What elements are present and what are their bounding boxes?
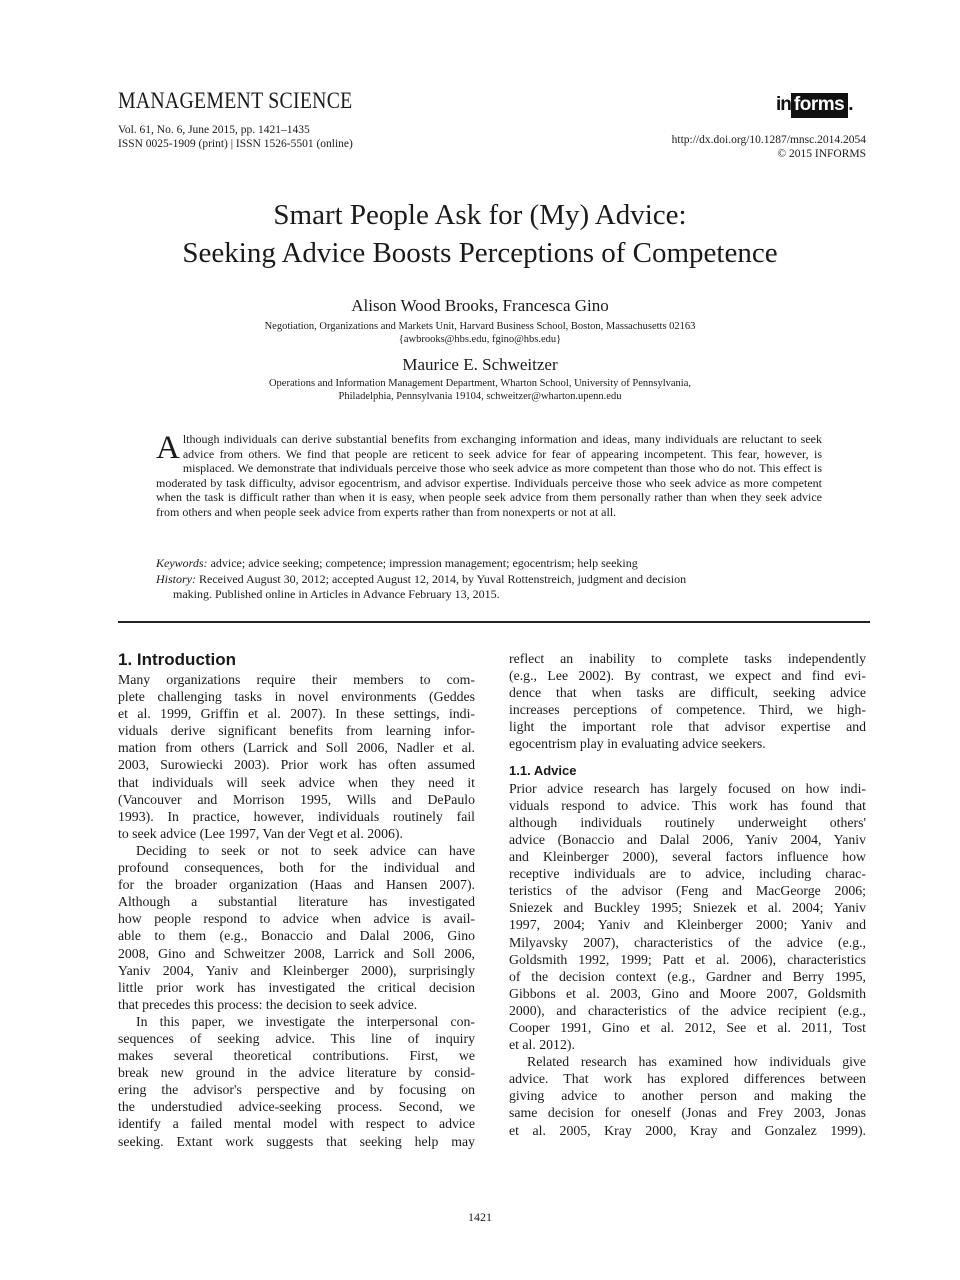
text-line: break new ground in the advice literature by consid- <box>118 1065 475 1081</box>
text-line: advice (Bonaccio and Dalal 2006, Yaniv 2004, Yaniv <box>509 831 866 847</box>
abstract <box>156 432 822 520</box>
text-line: mation from others (Larrick and Soll 2006, Nadler et al. <box>118 740 475 756</box>
text-line: although individuals routinely underweight others' <box>509 814 866 830</box>
text-line: In this paper, we investigate the interpersonal con- <box>136 1013 475 1029</box>
text-line: Deciding to seek or not to seek advice can have <box>136 842 475 858</box>
text-line: et al. 1999, Griffin et al. 2007). In these settings, indi- <box>118 706 475 722</box>
text-line: the understudied advice-seeking process. Second, we <box>118 1099 475 1115</box>
history <box>156 572 826 601</box>
text-line: increases perceptions of competence. Third, we high- <box>509 702 866 718</box>
text-line: seeking. Extant work suggests that seeking help may <box>118 1133 475 1149</box>
text-line: receptive individuals are to advice, including charac- <box>509 866 866 882</box>
text-line: Milyavsky 2007), characteristics of the advice (e.g., <box>509 934 866 950</box>
section-divider <box>118 621 870 623</box>
text-line: 1997, 2004; Yaniv and Kleinberger 2000; Yaniv and <box>509 917 866 933</box>
section-heading-introduction: 1. Introduction <box>118 650 237 669</box>
text-line: 2008, Gino and Schweitzer 2008, Larrick and Soll 2006, <box>118 945 475 961</box>
text-line: how people respond to advice when advice is avail- <box>118 911 475 927</box>
text-line: ering the advisor's perspective and by focusing on <box>118 1082 475 1098</box>
text-line: for the broader organization (Haas and Hansen 2007). <box>118 877 475 893</box>
abstract-text: lthough individuals can derive substantial benefits from exchanging information and ideas, many individuals are reluctant to seek advice from others. We find that people are reticent to seek advice for fear of appearing incompetent. This fear, however, is misplaced. We demonstrate that individuals perceive those who seek advice as more competent than those who do not. This effect is moderated by task difficulty, advisor egocentrism, and advisor expertise. Individuals perceive those who seek advice as more competent when the task is difficult rather than when it is easy, when people seek advice from them personally rather than when they seek advice from others and when people seek advice from experts rather than from nonexperts or not at all. <box>156 432 822 519</box>
logo-dot: . <box>848 94 854 115</box>
informs-logo <box>776 92 853 118</box>
copyright: © 2015 INFORMS <box>777 148 866 160</box>
text-line: egocentrism play in evaluating advice seekers. <box>509 736 766 752</box>
text-line: reflect an inability to complete tasks independently <box>509 651 866 666</box>
text-line: et al. 2005, Kray 2000, Kray and Gonzalez 1999). <box>509 1122 866 1138</box>
text-line: viduals derive significant benefits from learning infor- <box>118 723 475 739</box>
author-group-2: Maurice E. Schweitzer <box>402 355 558 374</box>
keywords-label: Keywords: <box>156 556 208 570</box>
text-line: that precedes this process: the decision to seek advice. <box>118 996 418 1012</box>
text-line: Cooper 1991, Gino et al. 2012, See et al. 2011, Tost <box>509 1019 866 1035</box>
text-line: 1993). In practice, however, individuals routinely fail <box>118 808 475 824</box>
introduction-text <box>118 671 475 1150</box>
text-line: light the important role that advisor expertise and <box>509 719 866 735</box>
text-line: makes several theoretical contributions. First, we <box>118 1048 475 1064</box>
text-line: little prior work has investigated the critical decision <box>118 979 475 995</box>
text-line: et al. 2012). <box>509 1037 575 1053</box>
text-line: Goldsmith 1992, 1999; Patt et al. 2006), characteristics <box>509 951 866 967</box>
text-line: Sniezek and Buckley 1995; Sniezek et al. 2004; Yaniv <box>509 900 866 916</box>
abstract-dropcap: A <box>156 430 180 466</box>
text-line: plete challenging tasks in novel environments (Geddes <box>118 689 475 705</box>
history-line-2: making. Published online in Articles in Advance February 13, 2015. <box>173 586 500 601</box>
text-line: sequences of seeking advice. This line of inquiry <box>118 1030 475 1046</box>
text-line: Gibbons et al. 2003, Gino and Moore 2007, Goldsmith <box>509 985 866 1001</box>
text-line: viduals respond to advice. This work has found that <box>509 797 866 813</box>
keywords <box>156 556 826 571</box>
issn-info: ISSN 0025-1909 (print) | ISSN 1526-5501 (online) <box>118 138 353 150</box>
affiliation-2-line-1: Operations and Information Management Department, Wharton School, University of Pennsylvania, <box>268 378 692 389</box>
text-line: same decision for oneself (Jonas and Frey 2003, Jonas <box>509 1105 866 1121</box>
right-column <box>509 650 866 1139</box>
text-line: (e.g., Lee 2002). By contrast, we expect and find evi- <box>509 668 866 684</box>
text-line: (Vancouver and Morrison 1995, Wills and DePaulo <box>118 791 475 807</box>
text-line: able to them (e.g., Bonaccio and Dalal 2006, Gino <box>118 928 475 944</box>
text-line: Prior advice research has largely focused on how indi- <box>509 780 866 796</box>
text-line: teristics of the advisor (Feng and MacGeorge 2006; <box>509 883 866 899</box>
text-line: giving advice to another person and making the <box>509 1088 866 1104</box>
subsection-heading-advice: 1.1. Advice <box>509 762 577 778</box>
text-line: 2000), and characteristics of the advice recipient (e.g., <box>509 1002 866 1018</box>
text-line: 2003, Surowiecki 2003). Prior work has often assumed <box>118 757 475 773</box>
history-label: History: <box>156 572 196 586</box>
page-number: 1421 <box>468 1210 492 1224</box>
text-line: dence that when tasks are difficult, seeking advice <box>509 685 866 701</box>
text-line: and Kleinberger 2000), several factors influence how <box>509 849 866 865</box>
text-line: Related research has examined how individuals give <box>527 1054 866 1070</box>
text-line: Although a substantial literature has investigated <box>118 894 475 910</box>
text-line: that individuals will seek advice when they need it <box>118 774 475 790</box>
text-line: Many organizations require their members to com- <box>118 672 475 687</box>
affiliation-1-line-1: Negotiation, Organizations and Markets Unit, Harvard Business School, Boston, Massachusetts 02163 <box>264 321 696 332</box>
text-line: advice. That work has explored differences between <box>509 1071 866 1087</box>
paper-title-line-1: Smart People Ask for (My) Advice: <box>273 199 687 231</box>
affiliation-1-line-2: {awbrooks@hbs.edu, fgino@hbs.edu} <box>398 334 562 345</box>
introduction-text-continued <box>509 650 866 753</box>
issue-info: Vol. 61, No. 6, June 2015, pp. 1421–1435 <box>118 124 310 136</box>
text-line: of the decision context (e.g., Gardner and Berry 1995, <box>509 968 866 984</box>
affiliation-2-line-2: Philadelphia, Pennsylvania 19104, schweitzer@wharton.upenn.edu <box>338 391 622 402</box>
doi-link[interactable]: http://dx.doi.org/10.1287/mnsc.2014.2054 <box>671 134 866 146</box>
text-line: identify a failed mental model with respect to advice <box>118 1116 475 1132</box>
history-line-1: Received August 30, 2012; accepted August 12, 2014, by Yuval Rottenstreich, judgment and decision <box>199 572 687 586</box>
author-group-1: Alison Wood Brooks, Francesca Gino <box>351 296 609 315</box>
logo-prefix: in <box>776 94 791 115</box>
text-line: Yaniv 2004, Yaniv and Kleinberger 2000), surprisingly <box>118 962 475 978</box>
paper-title-line-2: Seeking Advice Boosts Perceptions of Competence <box>182 237 778 269</box>
journal-name: MANAGEMENT SCIENCE <box>118 88 353 113</box>
logo-box: forms <box>791 93 848 118</box>
text-line: to seek advice (Lee 1997, Van der Vegt et al. 2006). <box>118 825 403 841</box>
keywords-text: advice; advice seeking; competence; impression management; egocentrism; help seeking <box>210 556 638 570</box>
advice-text <box>509 780 866 1139</box>
left-column <box>118 650 475 1150</box>
text-line: profound consequences, both for the individual and <box>118 860 475 876</box>
